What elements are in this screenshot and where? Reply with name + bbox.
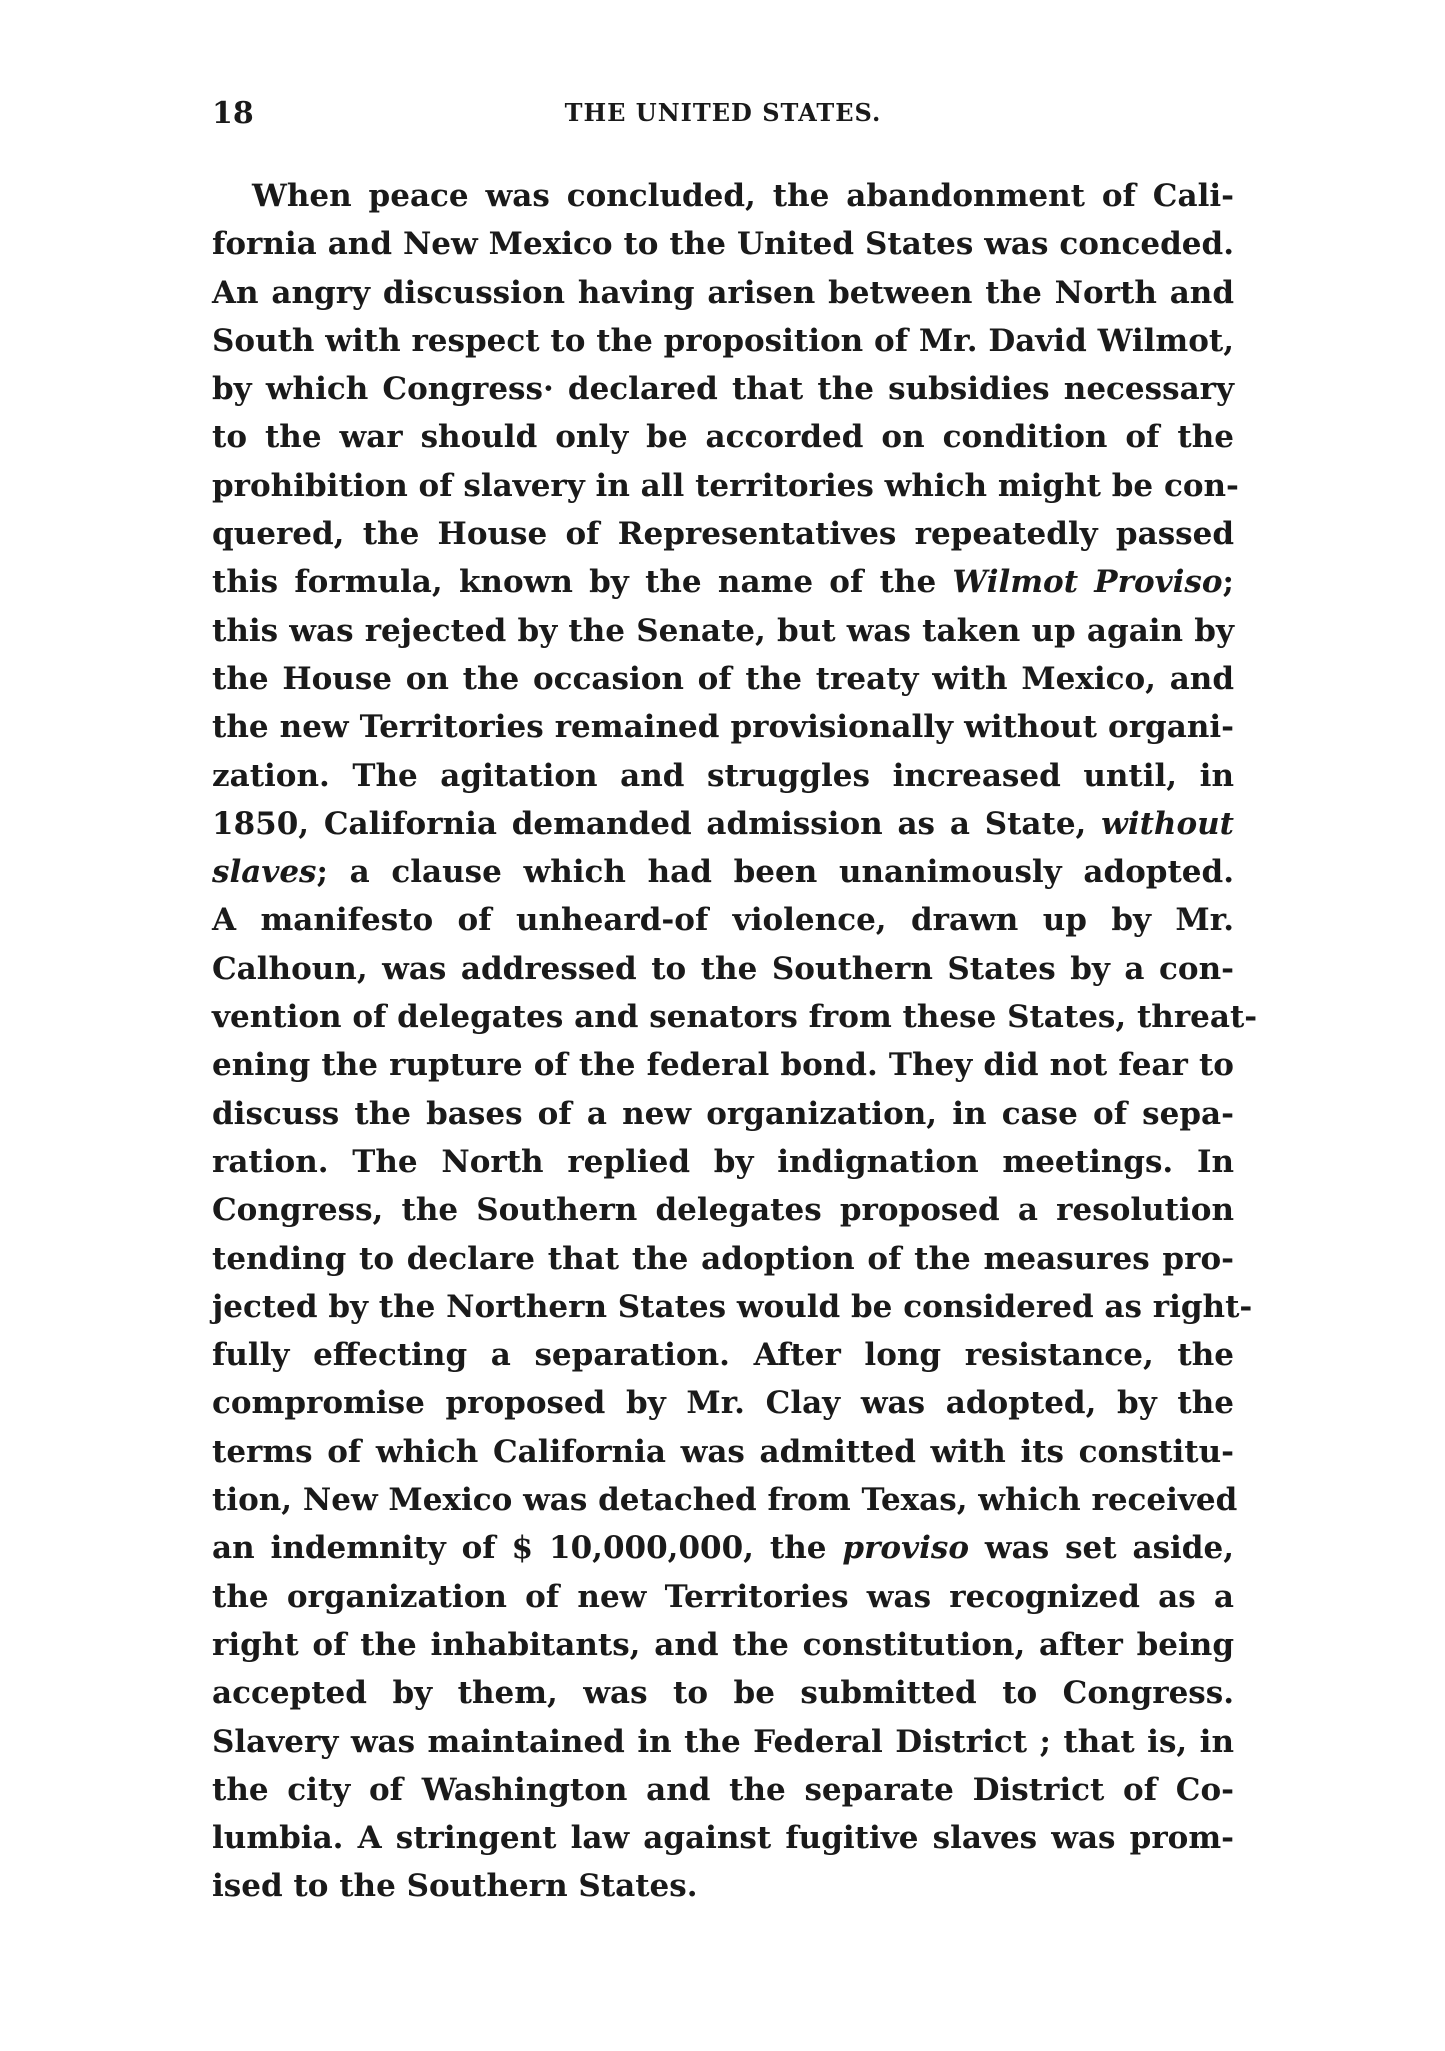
text-segment: was set aside, xyxy=(969,1530,1234,1567)
text-line xyxy=(212,172,1234,220)
text-line xyxy=(212,1138,1234,1186)
body-paragraph xyxy=(212,172,1258,1911)
text-line xyxy=(212,800,1234,848)
text-line xyxy=(212,510,1234,558)
text-segment: an indemnity of $ 10,000,000, the xyxy=(212,1530,843,1567)
text-line xyxy=(212,1186,1234,1234)
text-line xyxy=(212,317,1234,365)
text-line xyxy=(212,703,1234,751)
text-segment: ration. The North replied by indignation meetings. In xyxy=(212,1143,1234,1180)
text-segment: accepted by them, was to be submitted to Congress. xyxy=(212,1675,1234,1712)
text-line xyxy=(212,1766,1234,1814)
text-segment: the city of Washington and the separate District of Co- xyxy=(212,1771,1234,1808)
text-line xyxy=(212,1331,1234,1379)
text-line xyxy=(212,1862,1234,1910)
text-line xyxy=(212,1090,1234,1138)
text-segment: the new Territories remained provisionally without organi- xyxy=(212,709,1234,746)
text-segment: prohibition of slavery in all territories which might be con- xyxy=(212,467,1239,504)
text-segment: compromise proposed by Mr. Clay was adopted, by the xyxy=(212,1385,1234,1422)
text-segment: jected by the Northern States would be considered as right- xyxy=(212,1288,1253,1325)
text-line xyxy=(212,1379,1234,1427)
text-segment: ening the rupture of the federal bond. They did not fear to xyxy=(212,1047,1234,1084)
text-line xyxy=(212,462,1239,510)
text-segment: quered, the House of Representatives repeatedly passed xyxy=(212,516,1234,553)
text-line xyxy=(212,558,1234,606)
text-segment: An angry discussion having arisen between the North and xyxy=(212,274,1234,311)
text-segment: fully effecting a separation. After long resistance, the xyxy=(212,1337,1234,1374)
italic-text: without xyxy=(1101,805,1234,842)
page-number: 18 xyxy=(212,96,254,131)
text-line xyxy=(212,993,1258,1041)
text-segment: terms of which California was admitted with its constitu- xyxy=(212,1433,1234,1470)
text-line xyxy=(212,1524,1234,1572)
text-line xyxy=(212,607,1234,655)
text-line xyxy=(212,220,1234,268)
text-segment: ised to the Southern States. xyxy=(212,1868,698,1905)
running-head xyxy=(212,96,1234,136)
text-line xyxy=(212,896,1234,944)
running-title: THE UNITED STATES. xyxy=(564,98,882,127)
text-line xyxy=(212,1621,1234,1669)
text-segment: tion, New Mexico was detached from Texas, which received xyxy=(212,1482,1238,1519)
text-segment: by which Congress· declared that the subsidies necessary xyxy=(212,371,1234,408)
text-line xyxy=(212,655,1234,703)
text-line xyxy=(212,1428,1234,1476)
text-line xyxy=(212,752,1234,800)
text-segment: vention of delegates and senators from these States, threat- xyxy=(212,999,1258,1036)
italic-text: Wilmot Proviso xyxy=(952,564,1223,601)
text-segment: this was rejected by the Senate, but was taken up again by xyxy=(212,612,1234,649)
text-segment: Slavery was maintained in the Federal District ; that is, in xyxy=(212,1723,1234,1760)
text-line xyxy=(212,413,1234,461)
text-line xyxy=(212,1283,1253,1331)
text-segment: Congress, the Southern delegates proposed a resolution xyxy=(212,1192,1234,1229)
text-line xyxy=(212,1718,1234,1766)
text-line xyxy=(212,1573,1234,1621)
text-segment: the House on the occasion of the treaty with Mexico, and xyxy=(212,660,1234,697)
text-line xyxy=(212,945,1234,993)
italic-text: proviso xyxy=(842,1530,970,1567)
text-segment: to the war should only be accorded on condition of the xyxy=(212,419,1234,456)
text-segment: South with respect to the proposition of Mr. David Wilmot, xyxy=(212,322,1234,359)
text-segment: ; a clause which had been unanimously adopted. xyxy=(316,854,1234,891)
text-segment: right of the inhabitants, and the constitution, after being xyxy=(212,1626,1234,1663)
text-segment: When peace was concluded, the abandonment of Cali- xyxy=(252,178,1234,214)
text-segment: tending to declare that the adoption of the measures pro- xyxy=(212,1240,1234,1277)
text-line xyxy=(212,1235,1234,1283)
text-line xyxy=(212,1814,1234,1862)
text-segment: A manifesto of unheard-of violence, drawn up by Mr. xyxy=(212,902,1234,939)
text-line xyxy=(212,1041,1234,1089)
italic-text: slaves xyxy=(212,854,317,891)
text-line xyxy=(212,848,1234,896)
text-segment: 1850, California demanded admission as a State, xyxy=(212,805,1102,842)
text-line xyxy=(212,1669,1234,1717)
text-line xyxy=(212,1476,1238,1524)
text-segment: Calhoun, was addressed to the Southern States by a con- xyxy=(212,950,1234,987)
text-segment: zation. The agitation and struggles increased until, in xyxy=(212,757,1234,794)
text-line xyxy=(212,269,1234,317)
text-segment: fornia and New Mexico to the United States was conceded. xyxy=(212,226,1234,263)
text-segment: discuss the bases of a new organization, in case of sepa- xyxy=(212,1095,1234,1132)
text-segment: lumbia. A stringent law against fugitive slaves was prom- xyxy=(212,1820,1234,1857)
text-line xyxy=(212,365,1234,413)
text-segment: this formula, known by the name of the xyxy=(212,564,953,601)
text-segment: ; xyxy=(1222,564,1234,601)
text-segment: the organization of new Territories was recognized as a xyxy=(212,1578,1234,1615)
